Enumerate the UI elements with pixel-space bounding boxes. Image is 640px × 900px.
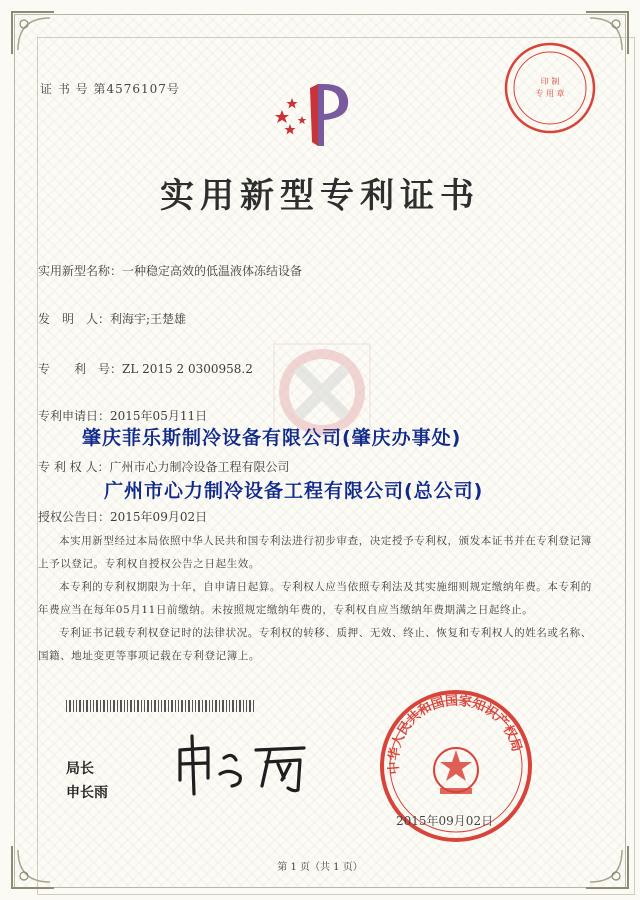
body-paragraph: 本实用新型经过本局依照中华人民共和国专利法进行初步审查，决定授予专利权，颁发本证书并在专利登记簿上予以登记。专利权自授权公告之日起生效。 [38, 535, 592, 570]
field-label: 实用新型名称： [38, 264, 123, 278]
filing-date: 2015年05月11日 [110, 409, 208, 423]
svg-text:印 制: 印 制 [540, 77, 560, 86]
director-title: 局长 [66, 761, 94, 777]
patentee-field [38, 458, 289, 475]
inventor-names: 利海宇;王楚雄 [110, 312, 187, 326]
overlay-company-hq: 广州市心力制冷设备工程有限公司(总公司) [104, 480, 484, 502]
page-footer: 第 1 页（共 1 页） [277, 862, 363, 873]
grant-date: 2015年09月02日 [110, 510, 208, 524]
director-name: 申长雨 [66, 785, 108, 801]
corner-ornament-icon [10, 10, 56, 56]
patentee-name: 广州市心力制冷设备工程有限公司 [109, 460, 290, 474]
registration-seal-icon [502, 40, 598, 136]
utility-model-name-field [38, 262, 302, 279]
inventor-field [38, 310, 186, 327]
grant-date-field [38, 508, 207, 525]
patent-number: ZL 2015 2 0300958.2 [122, 362, 253, 376]
utility-model-name: 一种稳定高效的低温液体冻结设备 [122, 264, 303, 278]
certificate-title: 实用新型专利证书 [160, 176, 480, 216]
filing-date-field [38, 407, 207, 424]
overlay-company-branch: 肇庆菲乐斯制冷设备有限公司(肇庆办事处) [82, 427, 462, 449]
body-paragraph: 本专利的专利权期限为十年，自申请日起算。专利权人应当依照专利法及其实施细则规定缴纳年费。本专利的年费应当在每年05月11日前缴纳。未按照规定缴纳年费的，专利权自应当缴纳年费期满之日起终止。 [38, 581, 592, 616]
patent-office-logo-icon [268, 80, 368, 150]
field-label: 专 利 号： [38, 362, 123, 376]
field-label: 发 明 人： [38, 312, 111, 326]
signature-icon [170, 730, 320, 800]
patent-number-field [38, 360, 253, 377]
field-label: 授权公告日： [38, 510, 111, 524]
field-label: 专 利 权 人： [38, 460, 110, 474]
svg-text:中华人民共和国国家知识产权局: 中华人民共和国国家知识产权局 [386, 693, 524, 775]
certificate-number: 证 书 号 第4576107号 [40, 82, 180, 96]
seal-date: 2015年09月02日 [396, 814, 494, 828]
body-paragraph: 专利证书记载专利权登记时的法律状况。专利权的转移、质押、无效、终止、恢复和专利权人的姓名或名称、国籍、地址变更等事项记载在专利登记簿上。 [38, 627, 592, 662]
barcode-icon [66, 700, 256, 712]
certificate-body [38, 530, 598, 668]
svg-text:专 用 章: 专 用 章 [535, 89, 565, 98]
field-label: 专利申请日： [38, 409, 111, 423]
